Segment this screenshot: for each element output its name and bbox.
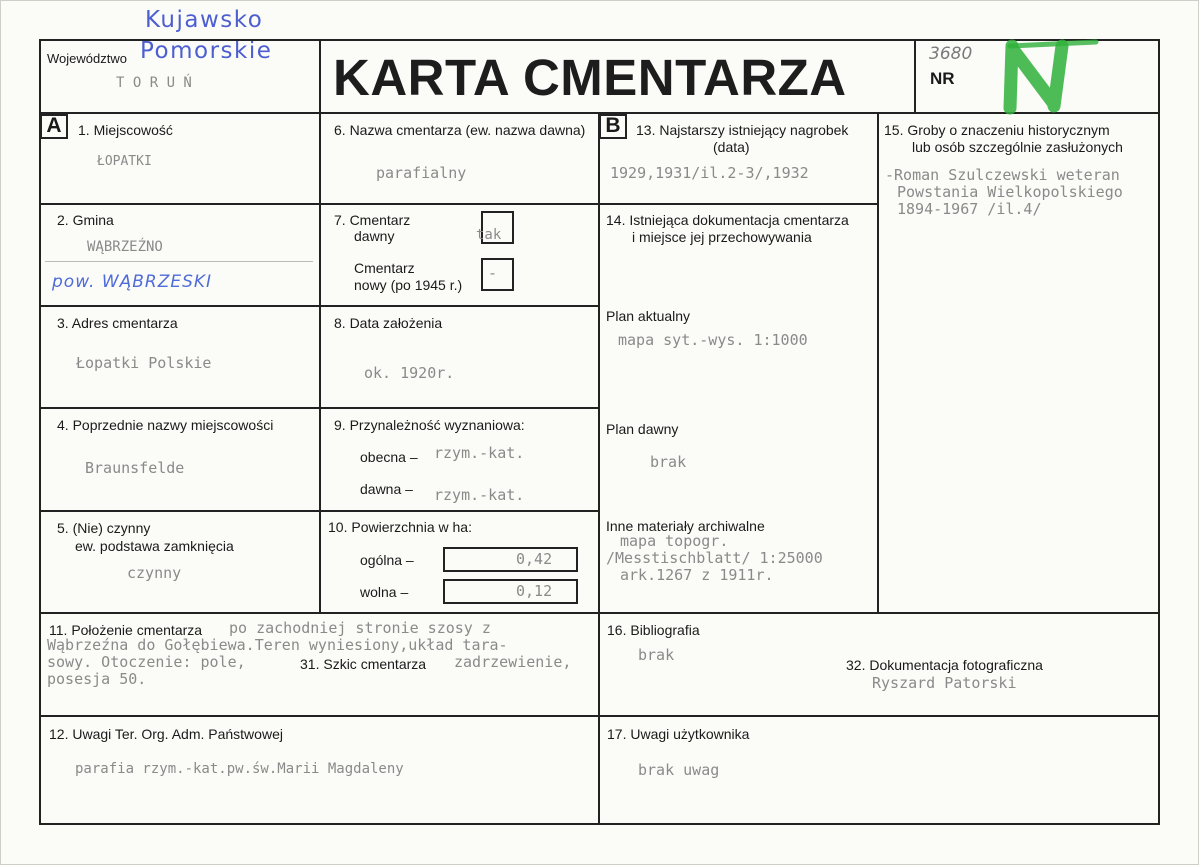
field-10-wolna-value: 0,12: [516, 582, 553, 600]
field-10-label: 10. Powierzchnia w ha:: [328, 519, 472, 535]
field-13-value: 1929,1931/il.2-3/,1932: [610, 164, 809, 182]
field-13-label-line2: (data): [713, 139, 750, 155]
field-32-value: Ryszard Patorski: [872, 674, 1017, 692]
field-14-inne-line3: ark.1267 z 1911r.: [620, 566, 774, 584]
field-4-value: Braunsfelde: [85, 459, 185, 477]
field-4-label: 4. Poprzednie nazwy miejscowości: [57, 417, 274, 433]
field-5-label-line1: 5. (Nie) czynny: [57, 520, 151, 536]
field-7-nowy-value: -: [488, 264, 498, 282]
section-a-letter: A: [40, 114, 68, 139]
field-11-line2: Wąbrzeźna do Gołębiewa.Teren wyniesiony,układ tara-: [47, 636, 508, 654]
field-14-inne-line1: mapa topogr.: [620, 532, 729, 550]
field-2-underline: [45, 261, 313, 262]
rule-b1: [599, 203, 877, 205]
field-14-plan-aktualny-label: Plan aktualny: [606, 308, 691, 324]
nr-label: NR: [930, 69, 955, 88]
rule-v-nr: [914, 40, 916, 113]
field-5-label-line2: ew. podstawa zamknięcia: [75, 538, 234, 554]
field-9-obecna-value: rzym.-kat.: [434, 444, 525, 462]
field-15-line3: 1894-1967 /il.4/: [897, 200, 1042, 218]
field-2-handwritten: pow. WĄBRZESKI: [52, 272, 213, 292]
rule-v-left: [319, 40, 321, 613]
field-6-label: 6. Nazwa cmentarza (ew. nazwa dawna): [334, 122, 586, 138]
field-7-dawny-line2: dawny: [354, 228, 395, 244]
field-31-value: zadrzewienie,: [454, 653, 572, 671]
field-11-line1: po zachodniej stronie szosy z: [229, 619, 491, 637]
field-14-inne-line2: /Messtischblatt/ 1:25000: [606, 549, 823, 567]
field-7-dawny-value: tak: [476, 227, 502, 243]
rule-v-right: [877, 113, 879, 613]
field-3-label: 3. Adres cmentarza: [57, 315, 178, 331]
field-14-label-line1: 14. Istniejąca dokumentacja cmentarza: [606, 212, 849, 228]
stamp-line-1: Kujawsko: [145, 7, 264, 33]
rule-v-mid: [598, 113, 600, 824]
field-15-line1: -Roman Szulczewski weteran: [885, 166, 1120, 184]
field-13-label-line1: 13. Najstarszy istniejący nagrobek: [636, 122, 849, 138]
field-10-ogolna-label: ogólna –: [360, 552, 414, 568]
field-9-dawna-label: dawna –: [360, 481, 413, 497]
field-3-value: Łopatki Polskie: [76, 354, 212, 372]
field-12-label: 12. Uwagi Ter. Org. Adm. Państwowej: [49, 726, 283, 742]
field-16-label: 16. Bibliografia: [607, 622, 700, 638]
field-7-nowy-box: [481, 258, 514, 291]
field-17-label: 17. Uwagi użytkownika: [607, 726, 750, 742]
field-6-value: parafialny: [376, 164, 467, 182]
field-15-label-line1: 15. Groby o znaczeniu historycznym: [884, 122, 1110, 138]
nr-handwritten: 3680: [929, 44, 973, 64]
field-17-value: brak uwag: [638, 761, 720, 779]
field-8-label: 8. Data założenia: [334, 315, 443, 331]
field-10-ogolna-value: 0,42: [516, 550, 553, 568]
section-b-letter: B: [599, 114, 627, 139]
field-15-label-line2: lub osób szczególnie zasłużonych: [912, 139, 1123, 155]
field-1-label: 1. Miejscowość: [78, 122, 173, 138]
field-14-plan-dawny-label: Plan dawny: [606, 421, 679, 437]
field-32-label: 32. Dokumentacja fotograficzna: [846, 657, 1043, 673]
field-9-dawna-value: rzym.-kat.: [434, 486, 525, 504]
field-10-wolna-label: wolna –: [360, 584, 409, 600]
field-1-value: ŁOPATKI: [97, 154, 152, 169]
field-11-line3: sowy. Otoczenie: pole,: [47, 653, 246, 671]
field-7-nowy-line1: Cmentarz: [354, 260, 415, 276]
field-5-value: czynny: [127, 564, 182, 582]
field-14-plan-dawny-value: brak: [650, 453, 687, 471]
field-9-label: 9. Przynależność wyznaniowa:: [334, 417, 525, 433]
field-9-obecna-label: obecna –: [360, 449, 418, 465]
green-marker-n-icon: [996, 38, 1106, 116]
field-7-dawny-line1: 7. Cmentarz: [334, 212, 411, 228]
stamp-line-2: Pomorskie: [140, 38, 273, 64]
field-7-nowy-line2: nowy (po 1945 r.): [354, 277, 463, 293]
field-12-value: parafia rzym.-kat.pw.św.Marii Magdaleny: [75, 761, 404, 777]
field-15-line2: Powstania Wielkopolskiego: [897, 183, 1123, 201]
field-2-value: WĄBRZEŹNO: [87, 239, 163, 255]
field-11-line4: posesja 50.: [47, 670, 147, 688]
page-title: KARTA CMENTARZA: [333, 49, 847, 106]
field-8-value: ok. 1920r.: [364, 364, 455, 382]
field-14-plan-aktualny-value: mapa syt.-wys. 1:1000: [618, 331, 808, 349]
field-31-label: 31. Szkic cmentarza: [300, 656, 427, 672]
field-11-label: 11. Położenie cmentarza: [49, 622, 203, 638]
wojewodztwo-value: T O R U Ń: [116, 75, 192, 91]
field-10-ogolna-box: [443, 547, 578, 572]
field-14-inne-label: Inne materiały archiwalne: [606, 518, 765, 534]
field-2-label: 2. Gmina: [57, 212, 114, 228]
field-10-wolna-box: [443, 579, 578, 604]
field-16-value: brak: [638, 646, 675, 664]
field-14-label-line2: i miejsce jej przechowywania: [632, 229, 812, 245]
wojewodztwo-label: Województwo: [47, 51, 127, 66]
